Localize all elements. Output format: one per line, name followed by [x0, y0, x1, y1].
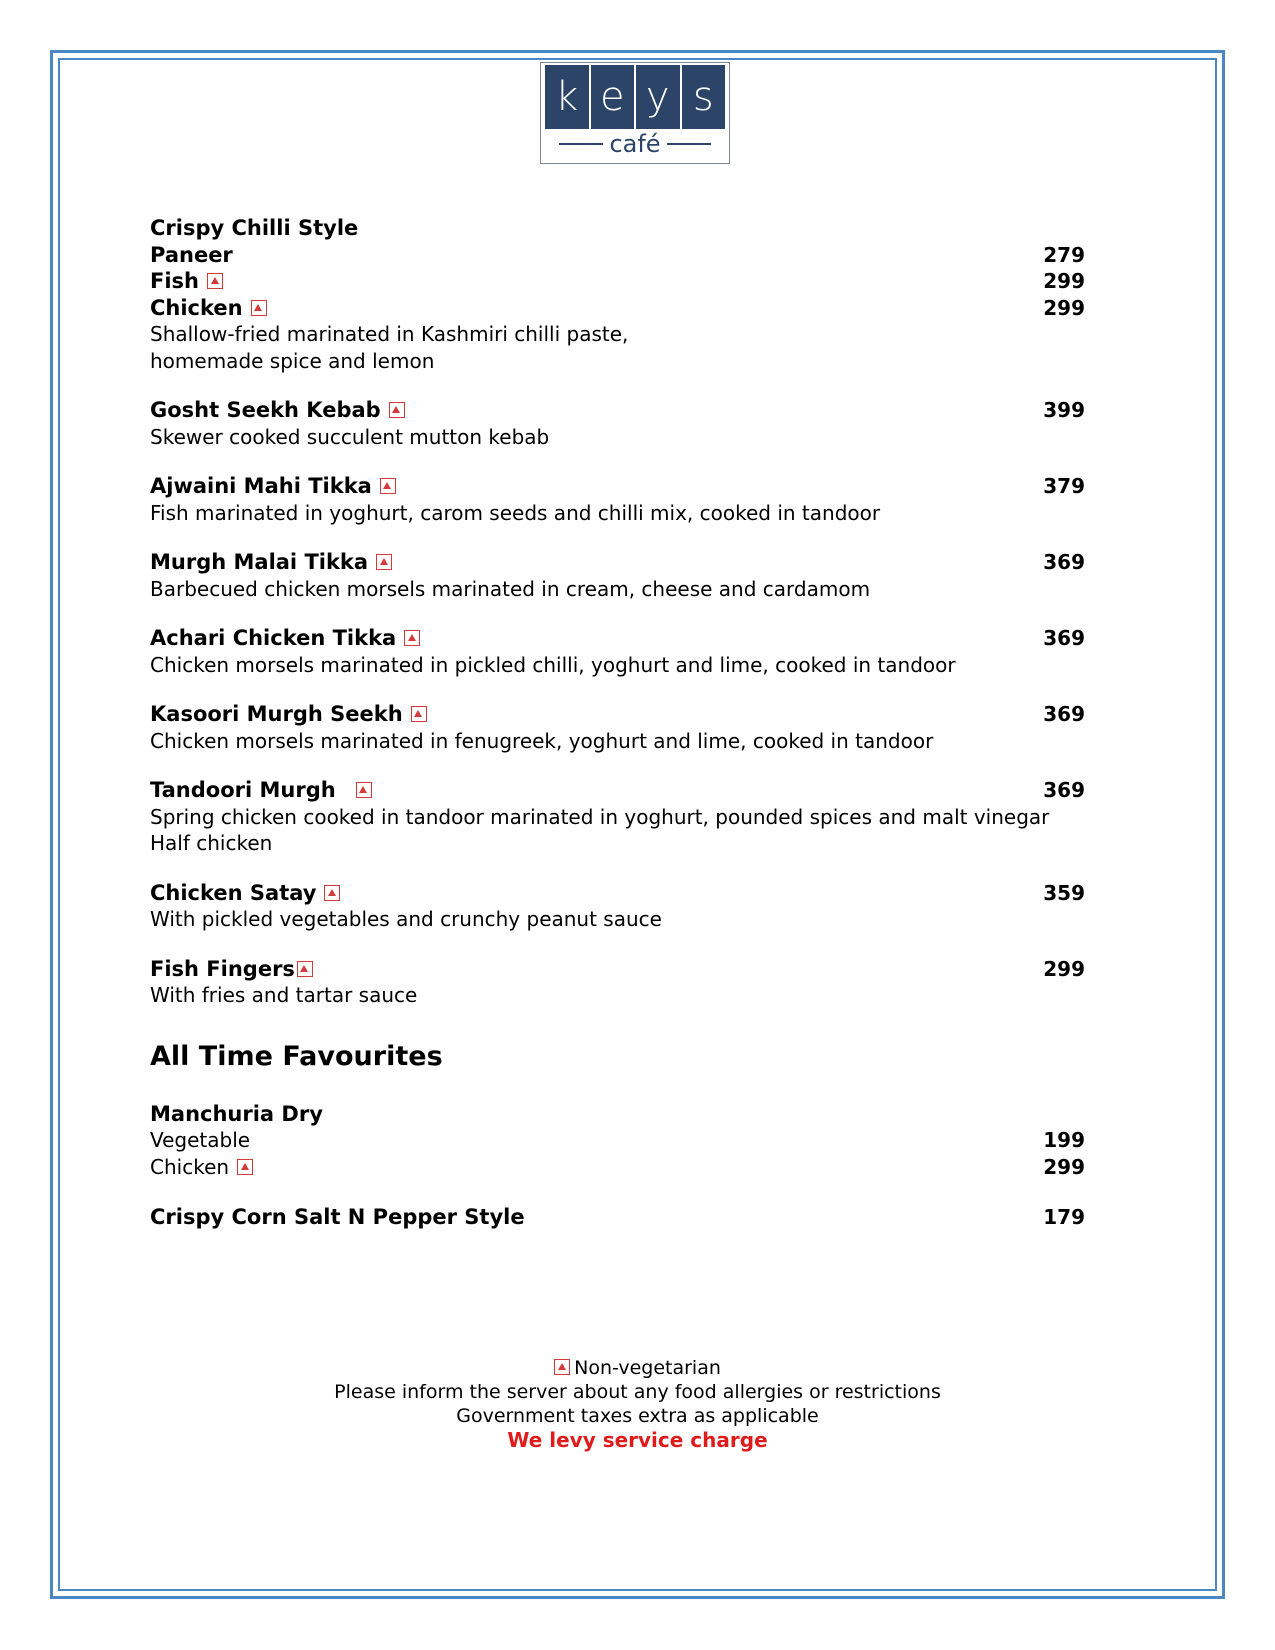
non-veg-icon: [237, 1159, 253, 1175]
item-title-row: [150, 549, 1085, 576]
item-description: With fries and tartar sauce: [150, 983, 418, 1007]
variant-price: 199: [1043, 1128, 1085, 1152]
non-veg-icon: [356, 782, 372, 798]
variant-name: Fish: [150, 269, 199, 293]
item-title: Manchuria Dry: [150, 1101, 323, 1126]
item-description: Barbecued chicken morsels marinated in cream, cheese and cardamom: [150, 576, 871, 601]
variant-row: [150, 268, 1085, 295]
item-description: With pickled vegetables and crunchy peanut sauce: [150, 907, 662, 931]
keys-cafe-logo: [540, 62, 730, 164]
item-description: Chicken morsels marinated in pickled chilli, yoghurt and lime, cooked in tandoor: [150, 652, 956, 677]
variant-price: 299: [1043, 1154, 1085, 1179]
non-veg-icon: [251, 300, 267, 316]
logo-letter: e: [591, 65, 635, 129]
logo-letter: y: [636, 65, 680, 129]
menu-item-gosht-seekh-kebab: [150, 397, 1085, 450]
item-price: 369: [1043, 626, 1085, 650]
variant-row: [150, 295, 1085, 322]
menu-item-achari-chicken-tikka: [150, 625, 1085, 678]
menu-item-crispy-chilli: [150, 215, 1085, 374]
item-description: homemade spice and lemon: [150, 348, 435, 373]
variant-name: Chicken: [150, 295, 243, 320]
variant-name: Paneer: [150, 242, 233, 267]
menu-item-fish-fingers: [150, 956, 1085, 1009]
item-price: 299: [1043, 956, 1085, 981]
variant-row: [150, 242, 1085, 269]
item-title-row: [150, 473, 1085, 500]
menu-footer: [0, 1356, 1275, 1452]
non-veg-icon: [380, 478, 396, 494]
item-title: Crispy Corn Salt N Pepper Style: [150, 1205, 525, 1229]
non-veg-icon: [404, 630, 420, 646]
service-charge-note: We levy service charge: [507, 1428, 768, 1452]
allergy-note: Please inform the server about any food allergies or restrictions: [334, 1381, 941, 1403]
item-description: Spring chicken cooked in tandoor marinated in yoghurt, pounded spices and malt vinegar: [150, 804, 1050, 829]
item-title: Murgh Malai Tikka: [150, 550, 369, 574]
item-price: 369: [1043, 550, 1085, 574]
item-title-row: [150, 1204, 1085, 1231]
variant-name: Vegetable: [150, 1128, 251, 1152]
logo-subtitle-row: [541, 129, 729, 159]
menu-item-murgh-malai-tikka: [150, 549, 1085, 602]
item-title: Crispy Chilli Style: [150, 216, 359, 240]
variant-price: 299: [1043, 269, 1085, 293]
non-veg-icon: [376, 554, 392, 570]
menu-item-tandoori-murgh: [150, 777, 1085, 857]
item-title-row: [150, 701, 1085, 728]
logo-letter: s: [682, 65, 726, 129]
item-description: Chicken morsels marinated in fenugreek, yoghurt and lime, cooked in tandoor: [150, 728, 934, 753]
item-price: 399: [1043, 398, 1085, 422]
item-description: Skewer cooked succulent mutton kebab: [150, 424, 550, 449]
section-heading: All Time Favourites: [150, 1040, 443, 1072]
variant-name: Chicken: [150, 1154, 230, 1179]
item-title: Ajwaini Mahi Tikka: [150, 474, 372, 498]
item-price: 379: [1043, 474, 1085, 498]
tax-note: Government taxes extra as applicable: [456, 1405, 819, 1427]
item-description: Fish marinated in yoghurt, carom seeds and chilli mix, cooked in tandoor: [150, 500, 881, 525]
item-description: Half chicken: [150, 831, 273, 855]
item-price: 359: [1043, 880, 1085, 905]
menu-item-ajwaini-mahi-tikka: [150, 473, 1085, 526]
item-title-row: [150, 777, 1085, 804]
non-veg-icon: [411, 706, 427, 722]
non-veg-icon: [554, 1359, 570, 1375]
legend-row: [0, 1356, 1275, 1380]
menu-content: [150, 215, 1085, 1231]
logo-letter: k: [545, 65, 589, 129]
item-price: 369: [1043, 778, 1085, 802]
non-veg-icon: [324, 885, 340, 901]
non-veg-icon: [389, 402, 405, 418]
logo-subtitle: café: [609, 130, 661, 158]
logo-rule-right: [667, 143, 711, 145]
menu-item-crispy-corn: [150, 1204, 1085, 1231]
item-title: Gosht Seekh Kebab: [150, 398, 381, 422]
menu-item-manchuria-dry: [150, 1101, 1085, 1181]
item-title-row: [150, 625, 1085, 652]
logo-letters: [545, 65, 725, 129]
item-title-row: [150, 880, 1085, 907]
item-title: Chicken Satay: [150, 880, 317, 905]
legend-text: Non-vegetarian: [574, 1357, 721, 1379]
item-title-row: [150, 397, 1085, 424]
variant-price: 279: [1043, 242, 1085, 267]
menu-item-kasoori-murgh-seekh: [150, 701, 1085, 754]
non-veg-icon: [207, 273, 223, 289]
item-price: 369: [1043, 702, 1085, 726]
item-title-row: [150, 956, 1085, 983]
item-title: Tandoori Murgh: [150, 778, 336, 802]
variant-row: [150, 1127, 1085, 1154]
logo-rule-left: [559, 143, 603, 145]
item-title: Kasoori Murgh Seekh: [150, 702, 403, 726]
item-description: Shallow-fried marinated in Kashmiri chilli paste,: [150, 322, 629, 346]
variant-row: [150, 1154, 1085, 1181]
item-title: Achari Chicken Tikka: [150, 626, 397, 650]
item-price: 179: [1043, 1205, 1085, 1229]
item-title: Fish Fingers: [150, 956, 295, 981]
non-veg-icon: [297, 961, 313, 977]
menu-item-chicken-satay: [150, 880, 1085, 933]
variant-price: 299: [1043, 295, 1085, 320]
